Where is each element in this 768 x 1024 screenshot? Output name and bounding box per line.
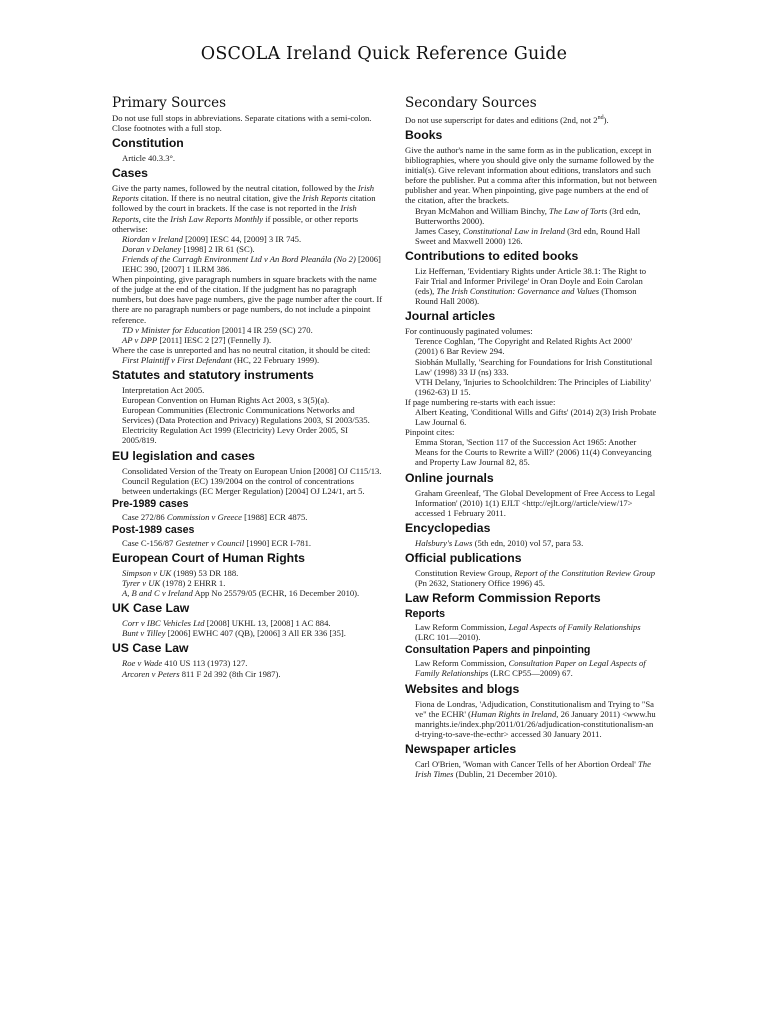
us-case-law-heading: US Case Law	[112, 641, 189, 656]
statute-example: Electricity Regulation Act 1999 (Electricity) Levy Order 2005, SI 2005/819.	[122, 425, 348, 446]
newspaper-heading: Newspaper articles	[405, 741, 517, 756]
eu-example: Consolidated Version of the Treaty on European Union [2008] OJ C115/13.	[122, 465, 382, 476]
books-heading: Books	[405, 127, 443, 142]
primary-sources-column	[112, 94, 384, 679]
journal-example: Emma Storan, 'Section 117 of the Succession Act 1965: Another Means for the Courts to Rewrite a Will?' (2006) 11(4) Conveyancing and Property Law Journal 82, 85.	[415, 437, 652, 468]
eu-heading: EU legislation and cases	[112, 448, 255, 463]
contributions-heading: Contributions to edited books	[405, 248, 579, 263]
case-example: First Plaintiff v First Defendant (HC, 22 February 1999).	[122, 354, 320, 365]
post-1989-heading: Post-1989 cases	[112, 523, 195, 536]
case-example: Doran v Delaney [1998] 2 IR 61 (SC).	[122, 243, 255, 254]
journal-example: Albert Keating, 'Conditional Wills and Gifts' (2014) 2(3) Irish Probate Law Journal 6.	[415, 407, 657, 428]
eu-example: Council Regulation (EC) 139/2004 on the control of concentrations between undertakings (EC Merger Regulation) [2004] OJ L24/1, art 5.	[122, 475, 365, 496]
journal-label-pinpoint: Pinpoint cites:	[405, 427, 455, 438]
lrc-consultation-example: Law Reform Commission, Consultation Paper on Legal Aspects of Family Relationships (LRC CP55—2009) 67.	[415, 658, 646, 679]
primary-sources-intro: Do not use full stops in abbreviations. Separate citations with a semi-colon. Close footnotes with a full stop.	[112, 113, 372, 134]
website-example: Fiona de Londras, 'Adjudication, Constitutionalism and Trying to "Save" the ECHR' (Human Rights in Ireland, 26 January 2011) <www.humanrights.ie/index.php/2011/01/26/adjudication-constitutionalism-and-trying-to-save-the-ecthr> accessed 30 January 2011.	[415, 698, 656, 739]
contribution-example: Liz Heffernan, 'Evidentiary Rights under Article 38.1: The Right to Fair Trial and Informer Privilege' in Oran Doyle and Eoin Carolan (eds), The Irish Constitution: Governance and Values (Thomson Round Hall 2008).	[415, 265, 647, 307]
encyclopedias-heading: Encyclopedias	[405, 520, 491, 535]
journal-example: Siobhán Mullally, 'Searching for Foundations for Irish Constitutional Law' (1998) 33 IJ (ns) 333.	[415, 356, 653, 377]
unreported-instructions: Where the case is unreported and has no neutral citation, it should be cited:	[112, 344, 371, 355]
statute-example: Interpretation Act 2005.	[122, 384, 205, 395]
uk-case-example: Bunt v Tilley [2006] EWHC 407 (QB), [2006] 3 All ER 336 [35].	[122, 628, 346, 639]
lrc-consultation-heading: Consultation Papers and pinpointing	[405, 644, 591, 657]
secondary-sources-intro: Do not use superscript for dates and editions (2nd, not 2nd).	[405, 114, 609, 125]
journal-label-restart: If page numbering re-starts with each issue:	[405, 396, 556, 407]
primary-sources-heading: Primary Sources	[112, 95, 227, 111]
book-example: James Casey, Constitutional Law in Ireland (3rd edn, Round Hall Sweet and Maxwell 2000) 126.	[415, 225, 641, 246]
constitution-example: Article 40.3.3°.	[122, 153, 176, 164]
pre-1989-heading: Pre-1989 cases	[112, 497, 189, 510]
statute-example: European Convention on Human Rights Act 2003, s 3(5)(a).	[122, 395, 330, 406]
official-publications-heading: Official publications	[405, 550, 522, 565]
constitution-heading: Constitution	[112, 136, 184, 151]
case-example: AP v DPP [2011] IESC 2 [27] (Fennelly J).	[122, 334, 272, 345]
echr-heading: European Court of Human Rights	[112, 551, 305, 565]
echr-example: Tyrer v UK (1978) 2 EHRR 1.	[122, 578, 226, 589]
journal-label-continuous: For continuously paginated volumes:	[405, 326, 533, 337]
eu-case-example: Case C-156/87 Gestetner v Council [1990] ECR I-781.	[122, 537, 312, 548]
statute-example: European Communities (Electronic Communications Networks and Services) (Data Protection and Privacy) Regulations 2003, SI 2003/535.	[122, 405, 370, 426]
case-example: TD v Minister for Education [2001] 4 IR 259 (SC) 270.	[122, 324, 313, 335]
cases-heading: Cases	[112, 166, 148, 181]
echr-example: A, B and C v Ireland App No 25579/05 (ECHR, 16 December 2010).	[122, 588, 360, 599]
secondary-sources-column	[405, 94, 657, 779]
pinpointing-instructions: When pinpointing, give paragraph numbers in square brackets with the name of the judge at the end of the citation. If the judgment has no paragraph numbers, but does have page numbers, give the page number after the court. If there are no paragraph numbers or page numbers, do not include a pinpoint reference.	[112, 274, 383, 325]
lrc-report-example: Law Reform Commission, Legal Aspects of Family Relationships (LRC 101—2010).	[415, 622, 641, 643]
page-title: OSCOLA Ireland Quick Reference Guide	[200, 44, 568, 64]
eu-case-example: Case 272/86 Commission v Greece [1988] ECR 4875.	[122, 511, 308, 522]
us-case-example: Arcoren v Peters 811 F 2d 392 (8th Cir 1987).	[122, 668, 281, 679]
encyclopedia-example: Halsbury's Laws (5th edn, 2010) vol 57, para 53.	[415, 537, 584, 548]
lrc-reports-heading: Reports	[405, 608, 446, 621]
us-case-example: Roe v Wade 410 US 113 (1973) 127.	[122, 658, 248, 669]
journal-example: Terence Coghlan, 'The Copyright and Related Rights Act 2000' (2001) 6 Bar Review 294.	[415, 336, 633, 357]
journal-example: VTH Delany, 'Injuries to Schoolchildren: The Principles of Liability' (1962-63) IJ 15.	[415, 376, 652, 397]
lrc-heading: Law Reform Commission Reports	[405, 591, 601, 606]
statutes-heading: Statutes and statutory instruments	[112, 367, 314, 382]
book-example: Bryan McMahon and William Binchy, The Law of Torts (3rd edn, Butterworths 2000).	[415, 205, 641, 226]
official-publication-example: Constitution Review Group, Report of the Constitution Review Group (Pn 2632, Stationery Office 1996) 45.	[415, 567, 656, 589]
uk-case-example: Corr v IBC Vehicles Ltd [2008] UKHL 13, [2008] 1 AC 884.	[122, 618, 331, 629]
case-example: Friends of the Curragh Environment Ltd v An Bord Pleanála (No 2) [2006] IEHC 390, [2007] 1 ILRM 386.	[122, 253, 381, 275]
echr-example: Simpson v UK (1989) 53 DR 188.	[122, 568, 239, 578]
online-journal-example: Graham Greenleaf, 'The Global Development of Free Access to Legal Information' (2010) 1(1) EJLT <http://ejlt.org//article/view/17> accessed 1 February 2011.	[415, 487, 656, 518]
journal-articles-heading: Journal articles	[405, 309, 496, 324]
online-journals-heading: Online journals	[405, 470, 494, 485]
cases-instructions: Give the party names, followed by the neutral citation, followed by the Irish Reports citation. If there is no neutral citation, give the Irish Reports citation followed by the court in brackets. If the case is not reported in the Irish Reports, cite the Irish Law Reports Monthly if possible, or other reports otherwise:	[112, 183, 376, 234]
uk-case-law-heading: UK Case Law	[112, 601, 190, 616]
books-instructions: Give the author's name in the same form as in the publication, except in bibliographies, where you should give only the surname followed by the initial(s). Give relevant information about editions, translators and such before the publisher. Put a comma after this information, but not between publisher and year. When pinpointing, give page numbers at the end of the citation, after the brackets.	[405, 144, 657, 206]
newspaper-example: Carl O'Brien, 'Woman with Cancer Tells of her Abortion Ordeal' The Irish Times (Dublin, 21 December 2010).	[415, 758, 651, 779]
case-example: Riordan v Ireland [2009] IESC 44, [2009] 3 IR 745.	[122, 233, 302, 244]
websites-heading: Websites and blogs	[405, 681, 520, 696]
secondary-sources-heading: Secondary Sources	[405, 95, 537, 111]
